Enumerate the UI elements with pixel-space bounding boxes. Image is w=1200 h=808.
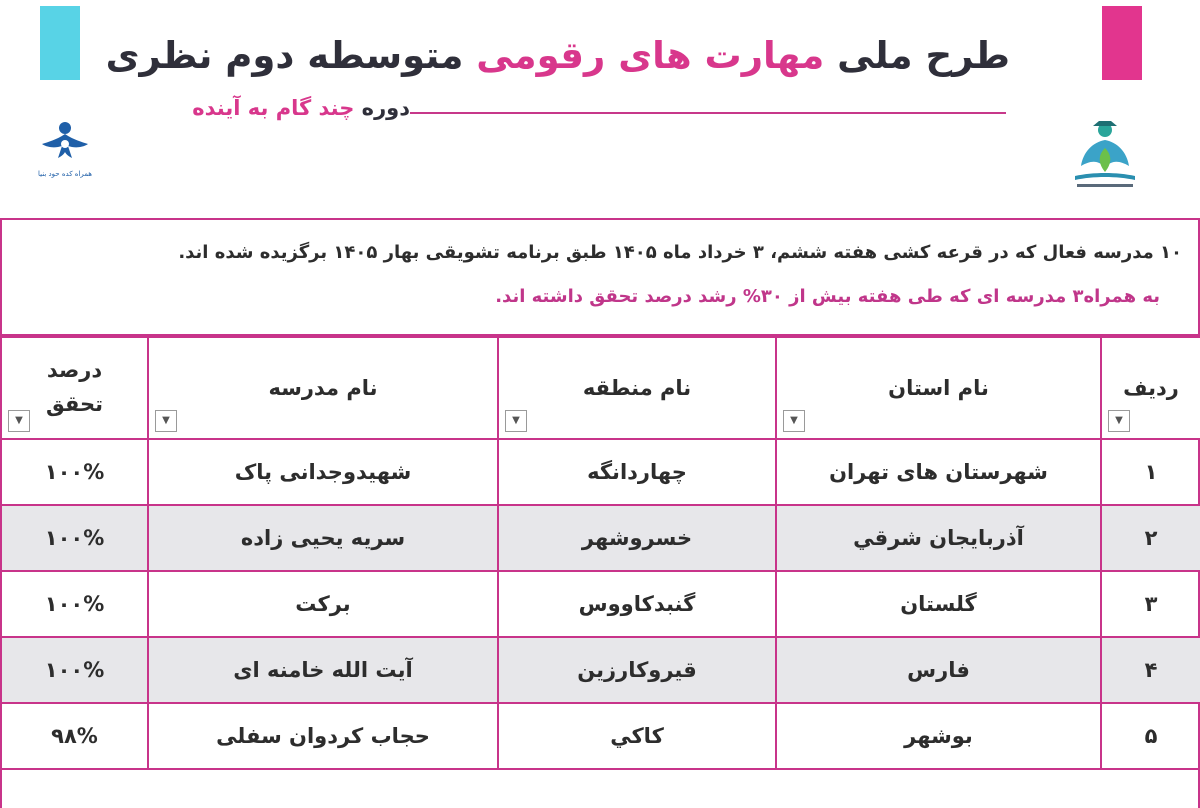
percent-value: ۱۰۰% [44, 526, 105, 550]
subtitle-underline [410, 112, 1006, 114]
cell-percent [1, 505, 148, 571]
notice-line-2: به همراه۳ مدرسه ای که طی هفته بیش از ۳۰% رشد درصد تحقق داشته اند. [495, 286, 1160, 307]
table-row [1, 703, 1200, 769]
results-table [0, 336, 1200, 770]
percent-value: ۱۰۰% [44, 592, 105, 616]
title-part3: متوسطه دوم نظری [105, 34, 477, 77]
cell-percent [1, 439, 148, 505]
cell-province: شهرستان های تهران [776, 439, 1101, 505]
column-header-school [148, 337, 498, 439]
cyan-accent-bar [40, 6, 80, 80]
column-header-label: نام منطقه [582, 376, 692, 400]
cell-province: بوشهر [776, 703, 1101, 769]
cell-row-number: ۳ [1101, 571, 1200, 637]
cell-row-number: ۴ [1101, 637, 1200, 703]
left-logo-caption: همراه کده حود بنیا [38, 170, 92, 178]
cell-school: برکت [148, 571, 498, 637]
cell-region: گنبدکاووس [498, 571, 776, 637]
cell-school: شهیدوجدانی پاک [148, 439, 498, 505]
cell-percent [1, 571, 148, 637]
column-header-label: نام مدرسه [268, 376, 378, 400]
table-header-row [1, 337, 1200, 439]
cell-school: حجاب کردوان سفلی [148, 703, 498, 769]
cell-row-number: ۵ [1101, 703, 1200, 769]
dropdown-filter-icon[interactable]: ▼ [1108, 410, 1130, 432]
dropdown-filter-icon[interactable]: ▼ [783, 410, 805, 432]
subtitle-part1: دوره [354, 96, 410, 120]
column-header-percent [1, 337, 148, 439]
dropdown-filter-icon[interactable]: ▼ [505, 410, 527, 432]
column-header-province [776, 337, 1101, 439]
cell-province: گلستان [776, 571, 1101, 637]
pink-accent-bar [1102, 6, 1142, 80]
hamrahkadeh-logo-icon [36, 118, 94, 190]
cell-region: خسروشهر [498, 505, 776, 571]
table-row [1, 439, 1200, 505]
dropdown-filter-icon[interactable]: ▼ [8, 410, 30, 432]
column-header-label: ردیف [1123, 376, 1179, 400]
column-header-row-number [1101, 337, 1200, 439]
cell-row-number: ۱ [1101, 439, 1200, 505]
cell-region: کاکي [498, 703, 776, 769]
page-title [106, 34, 1010, 77]
table-row [1, 637, 1200, 703]
percent-value: ۹۸% [51, 724, 98, 748]
cell-region: چهاردانگه [498, 439, 776, 505]
cell-percent [1, 637, 148, 703]
header [0, 0, 1200, 215]
title-part1: طرح ملی [824, 34, 1010, 77]
cell-province: آذربایجان شرقي [776, 505, 1101, 571]
title-part2: مهارت های رقومی [476, 34, 825, 77]
subtitle-part2: چند گام به آینده [192, 96, 355, 120]
notice-line-1: ۱۰ مدرسه فعال که در قرعه کشی هفته ششم، ۳ خرداد ماه ۱۴۰۵ طبق برنامه تشویقی بهار ۱۴۰۵ برگزیده شده اند. [178, 242, 1182, 263]
column-header-label: درصد تحقق [45, 358, 104, 416]
cell-region: قیروکارزین [498, 637, 776, 703]
column-header-label: نام استان [888, 376, 989, 400]
cell-percent [1, 703, 148, 769]
cell-school: سریه یحیی زاده [148, 505, 498, 571]
percent-value: ۱۰۰% [44, 658, 105, 682]
cell-province: فارس [776, 637, 1101, 703]
cell-row-number: ۲ [1101, 505, 1200, 571]
column-header-region [498, 337, 776, 439]
table-row [1, 505, 1200, 571]
page-subtitle [192, 96, 410, 120]
ministry-logo-icon [1063, 118, 1147, 190]
dropdown-filter-icon[interactable]: ▼ [155, 410, 177, 432]
percent-value: ۱۰۰% [44, 460, 105, 484]
table-row [1, 571, 1200, 637]
cell-school: آیت الله خامنه ای [148, 637, 498, 703]
